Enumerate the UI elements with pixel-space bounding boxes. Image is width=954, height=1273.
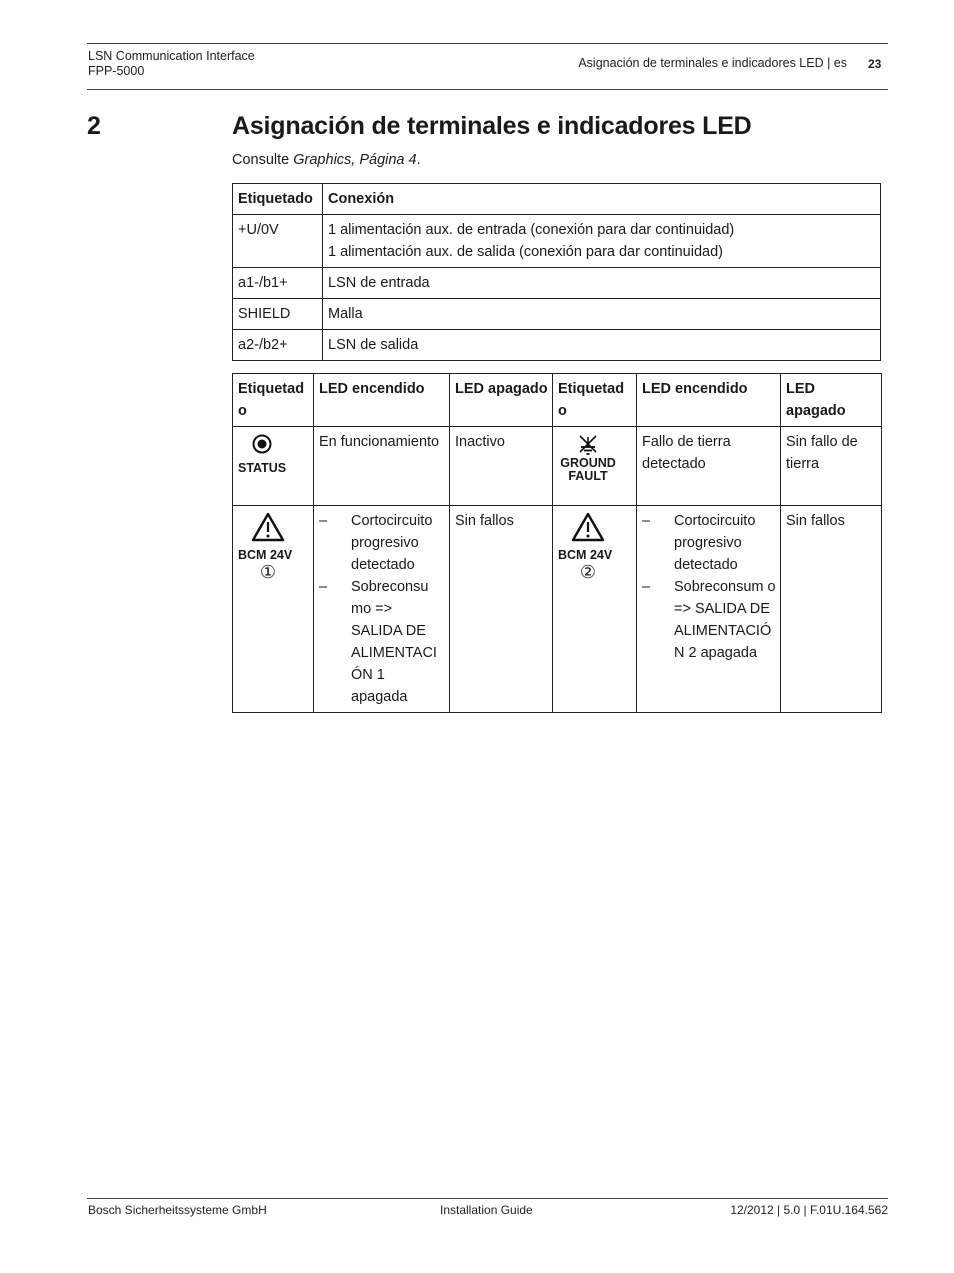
led-on-text: En funcionamiento (314, 427, 450, 506)
header-page-number: 23 (868, 57, 882, 71)
header-product-name: LSN Communication Interface (88, 49, 255, 63)
list-item: – Cortocircuito progresivo detectado (319, 510, 445, 576)
led-off-text: Sin fallos (450, 506, 553, 713)
status-icon (251, 433, 273, 455)
led-off-text: Inactivo (450, 427, 553, 506)
header-product-model: FPP-5000 (88, 64, 145, 78)
terminal-label: a1-/b1+ (233, 268, 323, 299)
terminals-table (232, 183, 881, 361)
header-section: Asignación de terminales e indicadores LED | es (578, 56, 847, 70)
connection-line: 1 alimentación aux. de salida (conexión para dar continuidad) (328, 244, 723, 260)
terminal-label: a2-/b2+ (233, 330, 323, 361)
led-on-list (637, 506, 781, 713)
footer-company: Bosch Sicherheitssysteme GmbH (88, 1203, 267, 1217)
list-item: – Sobreconsum o => SALIDA DE ALIMENTACIÓ N 2 apagada (642, 576, 776, 664)
connection-line: 1 alimentación aux. de entrada (conexión para dar continuidad) (328, 222, 735, 238)
intro-text (232, 152, 421, 168)
led-label-cell (553, 506, 637, 713)
led-label-cell (233, 427, 314, 506)
terminal-label: +U/0V (233, 215, 323, 268)
status-label: STATUS (238, 461, 287, 475)
table-header-row (233, 184, 881, 215)
table-row (233, 427, 882, 506)
terminal-connection: Malla (323, 299, 881, 330)
output-number-1: ① (259, 562, 277, 582)
col-header-connection: Conexión (323, 184, 881, 215)
bcm-label: BCM 24V (558, 548, 613, 562)
list-item: – Sobreconsu mo => SALIDA DE ALIMENTACI ÓN 1 apagada (319, 576, 445, 708)
chapter-title: Asignación de terminales e indicadores LED (232, 112, 752, 140)
footer-version: 12/2012 | 5.0 | F.01U.164.562 (730, 1203, 888, 1217)
col-header-label-2: Etiquetad o (553, 374, 637, 427)
footer-rule (87, 1198, 888, 1199)
table-row (233, 506, 882, 713)
terminal-connection: LSN de salida (323, 330, 881, 361)
led-label-cell (553, 427, 637, 506)
bcm-label: BCM 24V (238, 548, 293, 562)
header-bottom-rule (87, 89, 888, 90)
list-item: – Cortocircuito progresivo detectado (642, 510, 776, 576)
led-table (232, 373, 882, 713)
table-row (233, 268, 881, 299)
led-off-text: Sin fallos (781, 506, 882, 713)
terminal-connection: LSN de entrada (323, 268, 881, 299)
header-top-rule (87, 43, 888, 44)
table-row (233, 299, 881, 330)
table-row (233, 330, 881, 361)
table-header-row (233, 374, 882, 427)
warning-triangle-icon (251, 512, 285, 542)
led-on-list (314, 506, 450, 713)
ground-fault-icon (576, 433, 600, 457)
led-on-text: Fallo de tierra detectado (637, 427, 781, 506)
led-label-cell (233, 506, 314, 713)
col-header-led-on-1: LED encendido (314, 374, 450, 427)
terminal-connection (323, 215, 881, 268)
col-header-label-1: Etiquetad o (233, 374, 314, 427)
table-row (233, 215, 881, 268)
ground-fault-label: GROUND FAULT (560, 456, 616, 483)
footer-document: Installation Guide (440, 1203, 533, 1217)
intro-prefix: Consulte (232, 152, 294, 168)
col-header-led-off-2: LED apagado (781, 374, 882, 427)
output-number-2: ② (579, 562, 597, 582)
col-header-label: Etiquetado (233, 184, 323, 215)
col-header-led-on-2: LED encendido (637, 374, 781, 427)
header-product (88, 49, 255, 79)
intro-reference-link[interactable]: Graphics, Página 4 (293, 152, 417, 168)
terminal-label: SHIELD (233, 299, 323, 330)
chapter-number: 2 (87, 112, 101, 140)
col-header-led-off-1: LED apagado (450, 374, 553, 427)
warning-triangle-icon (571, 512, 605, 542)
led-off-text: Sin fallo de tierra (781, 427, 882, 506)
intro-suffix: . (416, 152, 421, 168)
